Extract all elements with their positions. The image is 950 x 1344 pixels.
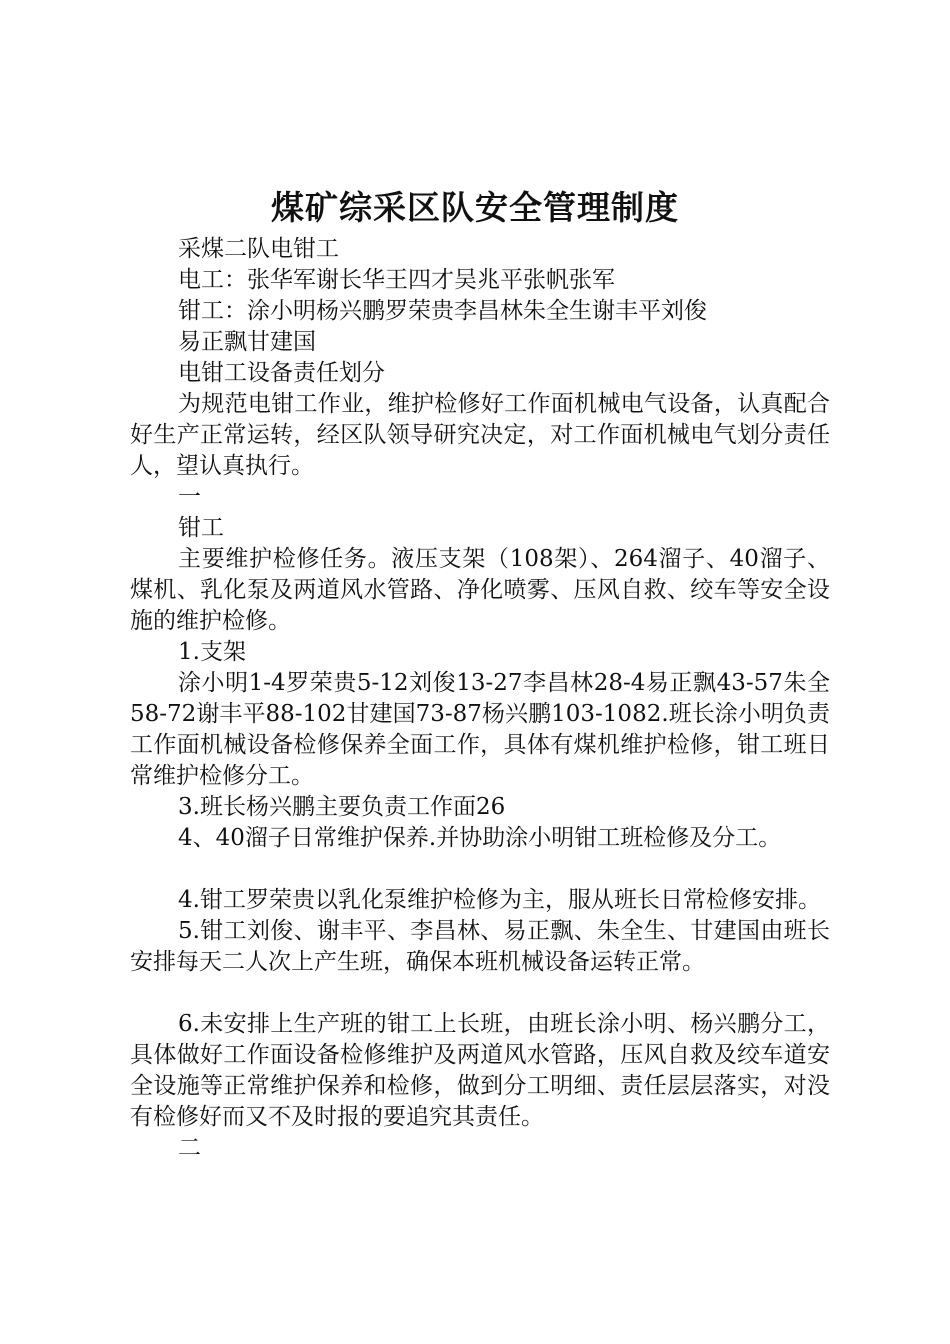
paragraph-part-one: 一 xyxy=(178,484,201,510)
paragraph-fitter-heading: 钳工 xyxy=(178,515,224,541)
paragraph-main-tasks: 主要维护检修任务。液压支架（108架）、264溜子、40溜子、煤机、乳化泵及两道风水管路、净化喷雾、压风自救、绞车等安全设施的维护检修。 xyxy=(130,546,830,634)
paragraph-item-6: 6.未安排上生产班的钳工上长班，由班长涂小明、杨兴鹏分工，具体做好工作面设备检修维护及两道风水管路，压风自救及绞车道安全设施等正常维护保养和检修，做到分工明细、责任层层落实，对没有检修好而又不及时报的要追究其责任。 xyxy=(130,1011,830,1130)
paragraph-team-name: 采煤二队电钳工 xyxy=(178,236,339,262)
paragraph-item-1: 1.支架 xyxy=(178,639,246,665)
paragraph-item-5: 5.钳工刘俊、谢丰平、李昌林、易正飘、朱全生、甘建国由班长安排每天二人次上产生班，确保本班机械设备运转正常。 xyxy=(130,918,830,975)
paragraph-item-4b: 4.钳工罗荣贵以乳化泵维护检修为主，服从班长日常检修安排。 xyxy=(178,887,821,913)
paragraph-fitters-cont: 易正飘甘建国 xyxy=(178,329,316,355)
paragraph-electricians: 电工：张华军谢长华王四才吴兆平张帆张军 xyxy=(178,267,615,293)
paragraph-item-3: 3.班长杨兴鹏主要负责工作面26 xyxy=(178,794,506,820)
paragraph-intro: 为规范电钳工作业，维护检修好工作面机械电气设备，认真配合好生产正常运转，经区队领导研究决定，对工作面机械电气划分责任人，望认真执行。 xyxy=(130,391,830,479)
paragraph-support-assignments: 涂小明1-4罗荣贵5-12刘俊13-27李昌林28-4易正飘43-57朱全58-72谢丰平88-102甘建国73-87杨兴鹏103-1082.班长涂小明负责工作面机械设备检修保养全面工作，具体有煤机维护检修，钳工班日常维护检修分工。 xyxy=(130,670,830,789)
document-body xyxy=(130,234,830,1164)
paragraph-fitters: 钳工：涂小明杨兴鹏罗荣贵李昌林朱全生谢丰平刘俊 xyxy=(178,298,707,324)
paragraph-item-4a: 4、40溜子日常维护保养.并协助涂小明钳工班检修及分工。 xyxy=(178,825,782,851)
paragraph-section-heading: 电钳工设备责任划分 xyxy=(178,360,385,386)
document-title: 煤矿综采区队安全管理制度 xyxy=(271,188,679,227)
paragraph-part-two: 二 xyxy=(178,1135,201,1161)
